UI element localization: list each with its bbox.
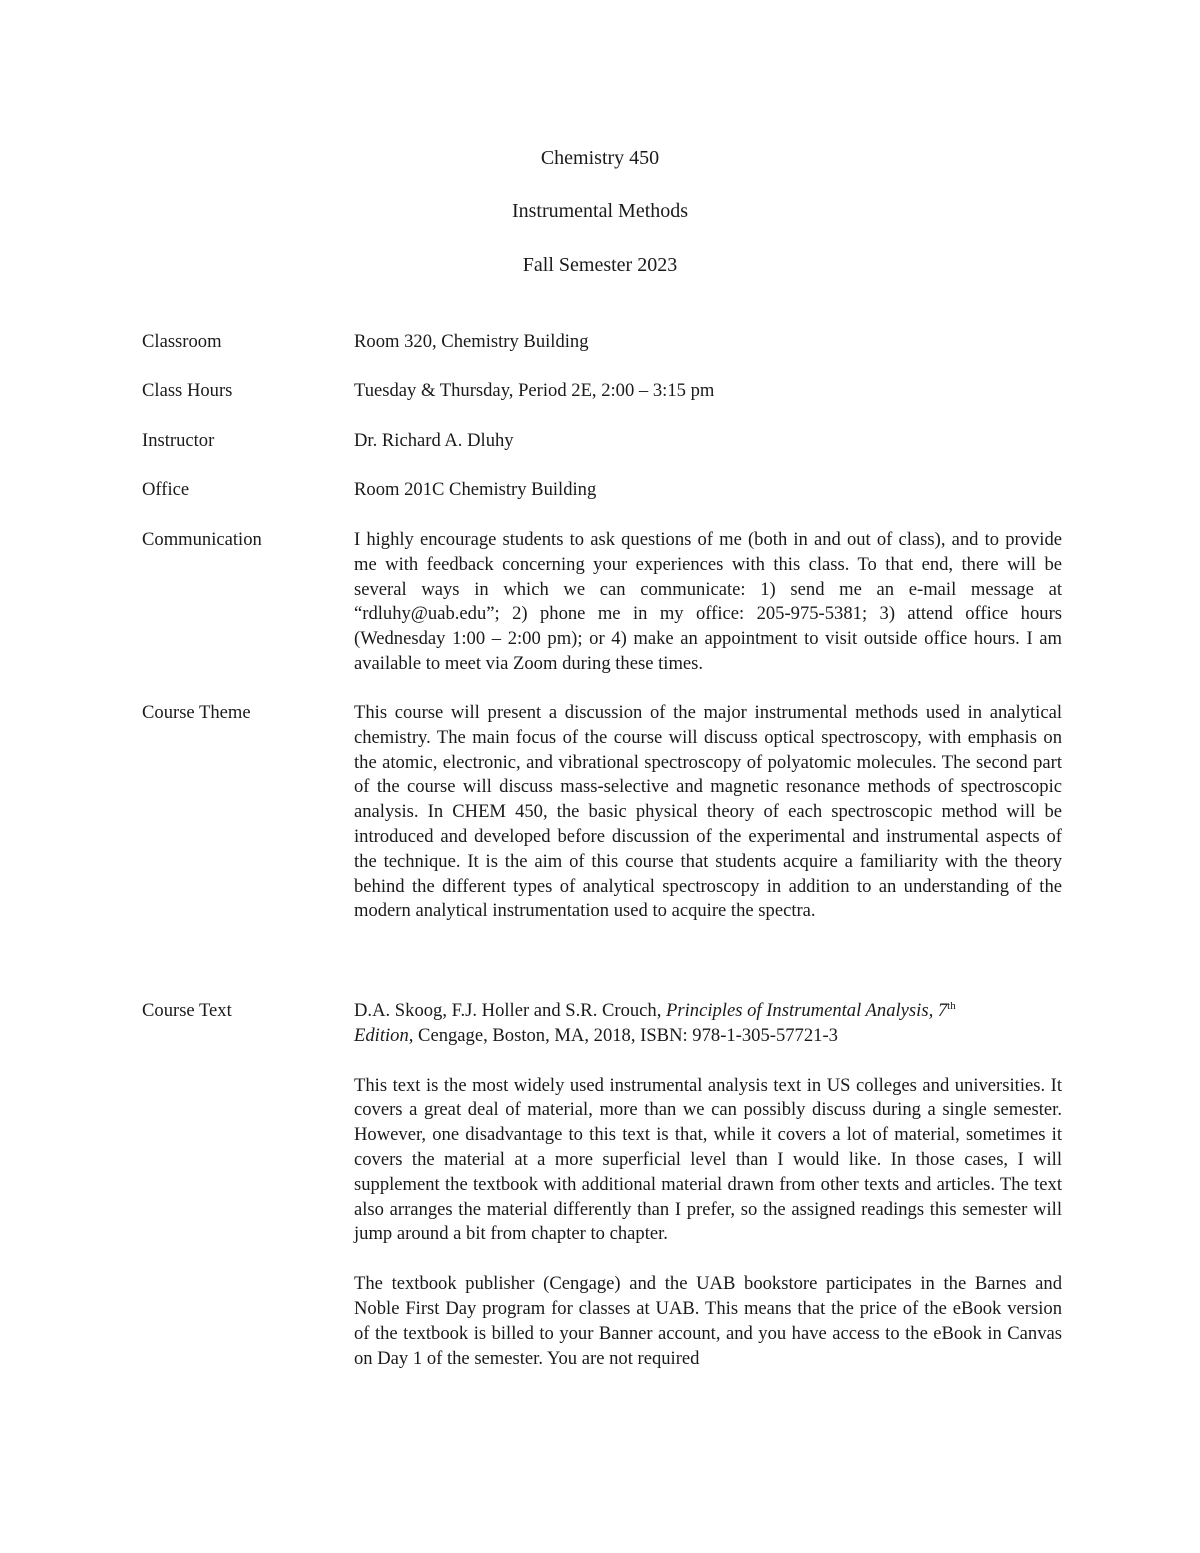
class-hours-value: Tuesday & Thursday, Period 2E, 2:00 – 3:15 pm	[354, 380, 715, 401]
course-theme-label: Course Theme	[142, 702, 251, 723]
course-title: Instrumental Methods	[511, 200, 689, 222]
textbook-paragraph-1: This text is the most widely used instrumental analysis text in US colleges and universities. It covers a great deal of material, more than we can possibly discuss during a single semester. However, one disadvantage to this text is that, while it covers a lot of material, sometimes it covers the material at a more superficial level than I would like. In those cases, I will supplement the textbook with additional material drawn from other texts and articles. The text also arranges the material differently than I prefer, so the assigned readings this semester will jump around a bit from chapter to chapter.	[354, 1074, 1062, 1245]
classroom-value: Room 320, Chemistry Building	[354, 331, 589, 352]
course-text-label: Course Text	[142, 1000, 232, 1021]
citation-publisher: , Cengage, Boston, MA, 2018, ISBN: 978-1-305-57721-3	[408, 1024, 838, 1046]
citation-book-title: Principles of Instrumental Analysis, 7	[666, 1000, 948, 1021]
textbook-paragraph-2: The textbook publisher (Cengage) and the UAB bookstore participates in the Barnes and Noble First Day program for classes at UAB. This means that the price of the eBook version of the textbook is billed to your Banner account, and you have access to the eBook in Canvas on Day 1 of the semester. You are not required	[354, 1273, 1062, 1369]
course-number: Chemistry 450	[540, 147, 660, 169]
classroom-label: Classroom	[142, 331, 222, 352]
citation-authors: D.A. Skoog, F.J. Holler and S.R. Crouch,	[354, 1000, 667, 1021]
instructor-label: Instructor	[142, 430, 215, 451]
citation-edition-word: Edition	[354, 1024, 409, 1046]
office-label: Office	[142, 479, 190, 500]
course-text-content	[354, 999, 1062, 1371]
communication-label: Communication	[142, 529, 262, 550]
instructor-value: Dr. Richard A. Dluhy	[354, 430, 514, 451]
citation-edition-superscript: th	[947, 999, 956, 1012]
textbook-citation	[354, 999, 1062, 1049]
communication-text: I highly encourage students to ask questions of me (both in and out of class), and to provide me with feedback concerning your experiences with this class. To that end, there will be several ways in which we can communicate: 1) send me an e-mail message at “rdluhy@uab.edu”; 2) phone me in my office: 205-975-5381; 3) attend office hours (Wednesday 1:00 – 2:00 pm); or 4) make an appointment to visit outside office hours. I am available to meet via Zoom during these times.	[354, 529, 1062, 674]
office-value: Room 201C Chemistry Building	[354, 479, 597, 500]
course-theme-text: This course will present a discussion of the major instrumental methods used in analytical chemistry. The main focus of the course will discuss optical spectroscopy, with emphasis on the atomic, electronic, and vibrational spectroscopy of polyatomic molecules. The second part of the course will discuss mass-selective and magnetic resonance methods of spectroscopic analysis. In CHEM 450, the basic physical theory of each spectroscopic method will be introduced and developed before discussion of the experimental and instrumental aspects of the technique. It is the aim of this course that students acquire a familiarity with the theory behind the different types of analytical spectroscopy in addition to an understanding of the modern analytical instrumentation used to acquire the spectra.	[354, 702, 1062, 922]
semester: Fall Semester 2023	[522, 254, 678, 276]
class-hours-label: Class Hours	[142, 380, 233, 401]
